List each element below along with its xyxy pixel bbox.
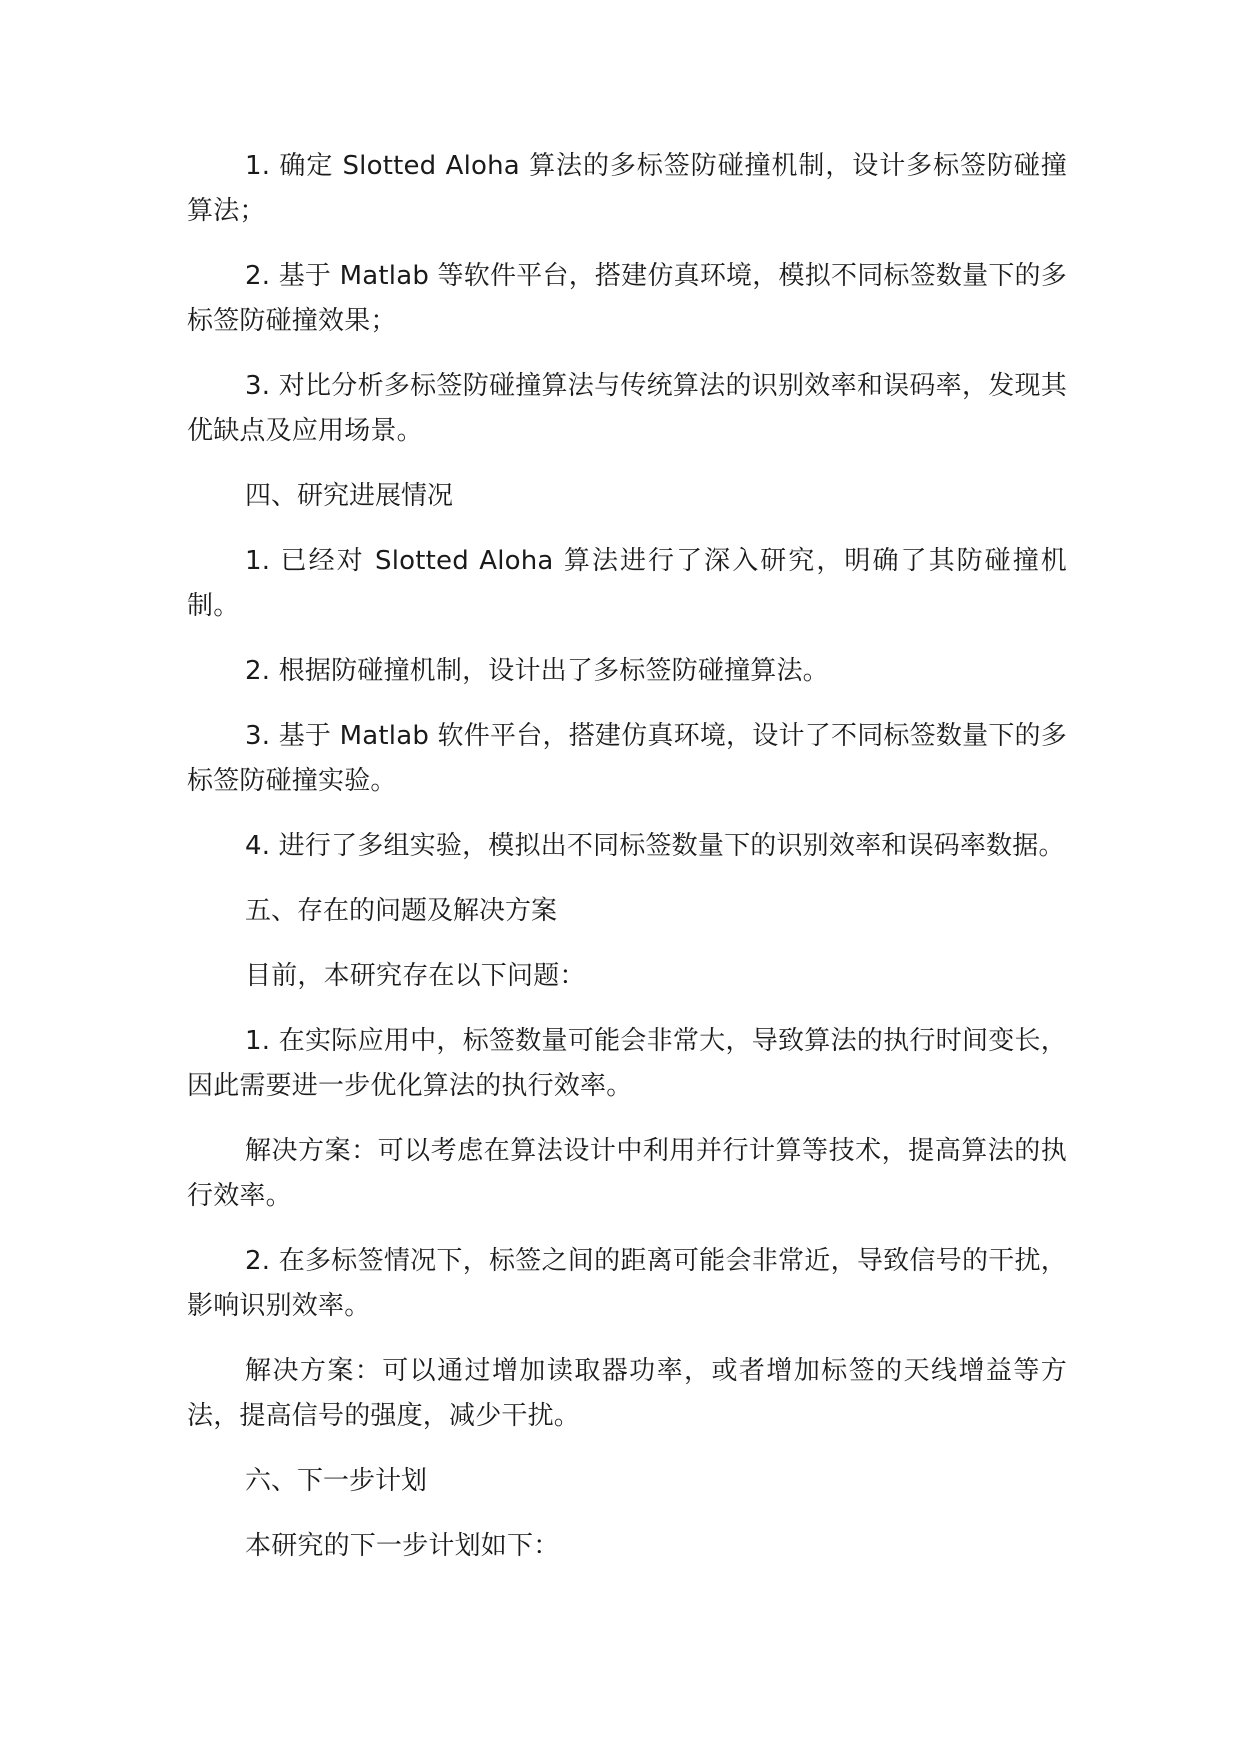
paragraph-progress-1: 1. 已经对 Slotted Aloha 算法进行了深入研究，明确了其防碰撞机制。 [187, 546, 1067, 621]
paragraph-problem-2: 2. 在多标签情况下，标签之间的距离可能会非常近，导致信号的干扰，影响识别效率。 [187, 1246, 1067, 1321]
paragraph-progress-4: 4. 进行了多组实验，模拟出不同标签数量下的识别效率和误码率数据。 [245, 831, 1065, 861]
document-page [187, 144, 1067, 1589]
section-heading-progress: 四、研究进展情况 [245, 481, 454, 511]
paragraph-goal-1: 1. 确定 Slotted Aloha 算法的多标签防碰撞机制，设计多标签防碰撞算法； [187, 151, 1067, 226]
paragraph-solution-2: 解决方案：可以通过增加读取器功率，或者增加标签的天线增益等方法，提高信号的强度，减少干扰。 [187, 1356, 1067, 1431]
paragraph-goal-3: 3. 对比分析多标签防碰撞算法与传统算法的识别效率和误码率，发现其优缺点及应用场景。 [187, 371, 1067, 446]
section-heading-problems: 五、存在的问题及解决方案 [245, 896, 558, 926]
paragraph-progress-2: 2. 根据防碰撞机制，设计出了多标签防碰撞算法。 [245, 656, 829, 686]
paragraph-goal-2: 2. 基于 Matlab 等软件平台，搭建仿真环境，模拟不同标签数量下的多标签防碰撞效果； [187, 261, 1067, 336]
paragraph-problems-intro: 目前，本研究存在以下问题： [245, 961, 586, 991]
paragraph-problem-1: 1. 在实际应用中，标签数量可能会非常大，导致算法的执行时间变长，因此需要进一步优化算法的执行效率。 [187, 1026, 1067, 1101]
paragraph-solution-1: 解决方案：可以考虑在算法设计中利用并行计算等技术，提高算法的执行效率。 [187, 1136, 1067, 1211]
paragraph-progress-3: 3. 基于 Matlab 软件平台，搭建仿真环境，设计了不同标签数量下的多标签防碰撞实验。 [187, 721, 1067, 796]
section-heading-next-plan: 六、下一步计划 [245, 1466, 428, 1496]
paragraph-next-plan-intro: 本研究的下一步计划如下： [245, 1531, 560, 1561]
